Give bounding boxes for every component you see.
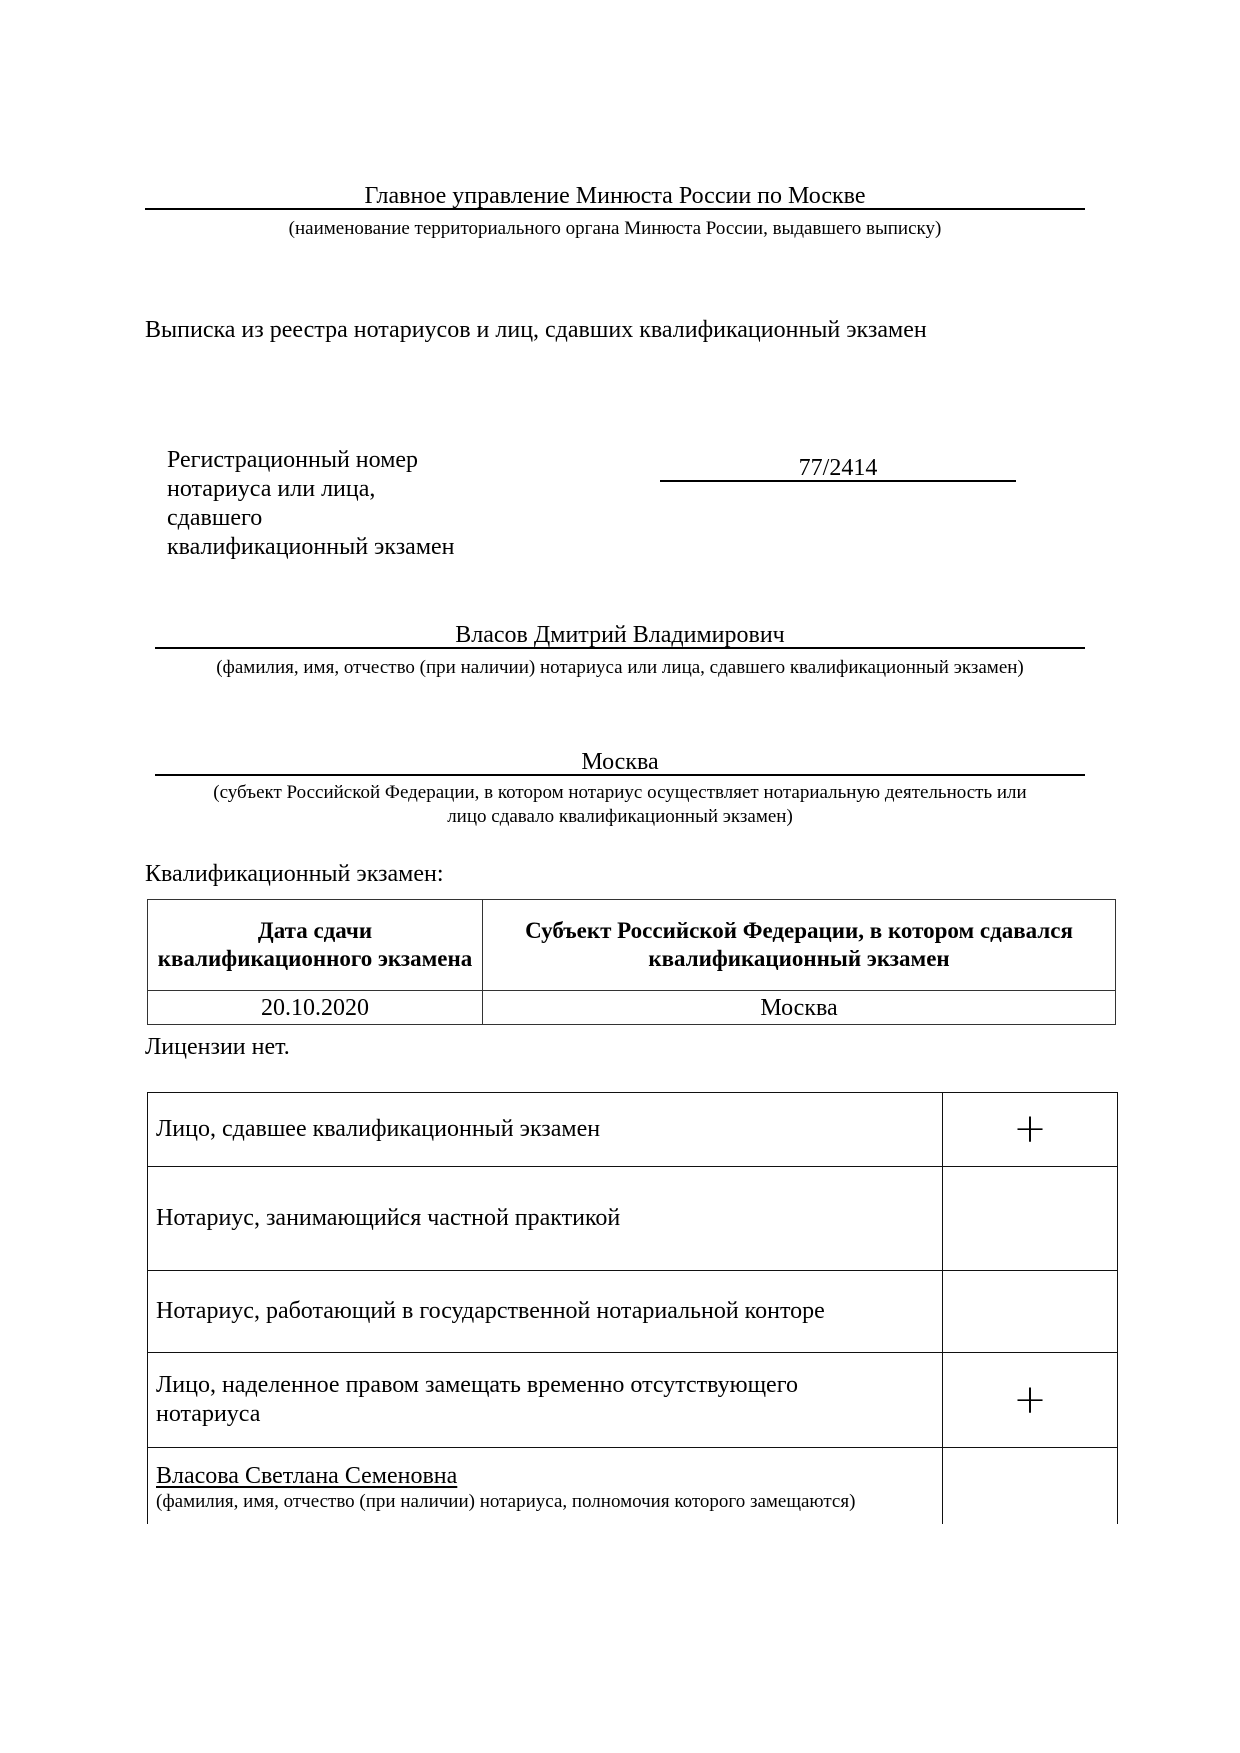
document-title: Выписка из реестра нотариусов и лиц, сдавших квалификационный экзамен [145, 317, 927, 343]
status-table [147, 1092, 1118, 1524]
substitute-cell [148, 1448, 943, 1525]
status-mark-empty [943, 1271, 1118, 1353]
status-label-line: Лицо, наделенное правом замещать временно отсутствующего [156, 1372, 798, 1398]
exam-date-column-header [148, 900, 483, 991]
authority-name: Главное управление Минюста России по Москве [364, 183, 866, 209]
column-header-line: Субъект Российской Федерации, в котором сдавался [525, 918, 1073, 943]
authority-caption: (наименование территориального органа Минюста России, выдавшего выписку) [288, 218, 942, 239]
person-caption: (фамилия, имя, отчество (при наличии) нотариуса или лица, сдавшего квалификационный экзамен) [216, 657, 1024, 678]
registration-label-line: Регистрационный номер [167, 447, 419, 473]
region-caption-line: (субъект Российской Федерации, в котором нотариус осуществляет нотариальную деятельность или [213, 782, 1027, 803]
person-name-underline [155, 647, 1085, 649]
status-label: Нотариус, занимающийся частной практикой [148, 1167, 943, 1271]
region-name: Москва [581, 749, 659, 775]
region-underline [155, 774, 1085, 776]
status-row [148, 1167, 1118, 1271]
status-mark-empty [943, 1167, 1118, 1271]
plus-mark-icon: + [943, 1353, 1118, 1448]
plus-mark-icon: + [943, 1093, 1118, 1167]
registration-label [167, 446, 487, 562]
exam-table [147, 899, 1116, 1025]
substitute-mark-empty [943, 1448, 1118, 1525]
person-full-name: Власов Дмитрий Владимирович [455, 622, 785, 648]
exam-region-column-header [483, 900, 1116, 991]
exam-table-header-row [148, 900, 1116, 991]
substitute-name: Власова Светлана Семеновна [156, 1463, 458, 1489]
registration-number: 77/2414 [798, 455, 878, 481]
substitute-caption: (фамилия, имя, отчество (при наличии) нотариуса, полномочия которого замещаются) [156, 1491, 856, 1512]
registration-number-underline [660, 480, 1016, 482]
column-header-line: квалификационного экзамена [157, 946, 473, 971]
status-label: Нотариус, работающий в государственной нотариальной конторе [148, 1271, 943, 1353]
authority-underline [145, 208, 1085, 210]
exam-date-cell: 20.10.2020 [148, 991, 483, 1025]
status-label [148, 1353, 943, 1448]
license-note: Лицензии нет. [145, 1034, 290, 1060]
registration-label-line: сдавшего [167, 505, 263, 531]
exam-table-row [148, 991, 1116, 1025]
exam-region-cell: Москва [483, 991, 1116, 1025]
status-label-line: нотариуса [156, 1401, 261, 1427]
exam-heading: Квалификационный экзамен: [145, 861, 444, 887]
status-row [148, 1093, 1118, 1167]
registration-label-line: квалификационный экзамен [167, 534, 455, 560]
column-header-line: квалификационный экзамен [648, 946, 950, 971]
status-label: Лицо, сдавшее квалификационный экзамен [148, 1093, 943, 1167]
registration-label-line: нотариуса или лица, [167, 476, 376, 502]
status-row [148, 1353, 1118, 1448]
status-row [148, 1271, 1118, 1353]
region-caption [145, 781, 1095, 829]
region-caption-line: лицо сдавало квалификационный экзамен) [447, 806, 793, 827]
substitute-row [148, 1448, 1118, 1525]
column-header-line: Дата сдачи [257, 918, 373, 943]
